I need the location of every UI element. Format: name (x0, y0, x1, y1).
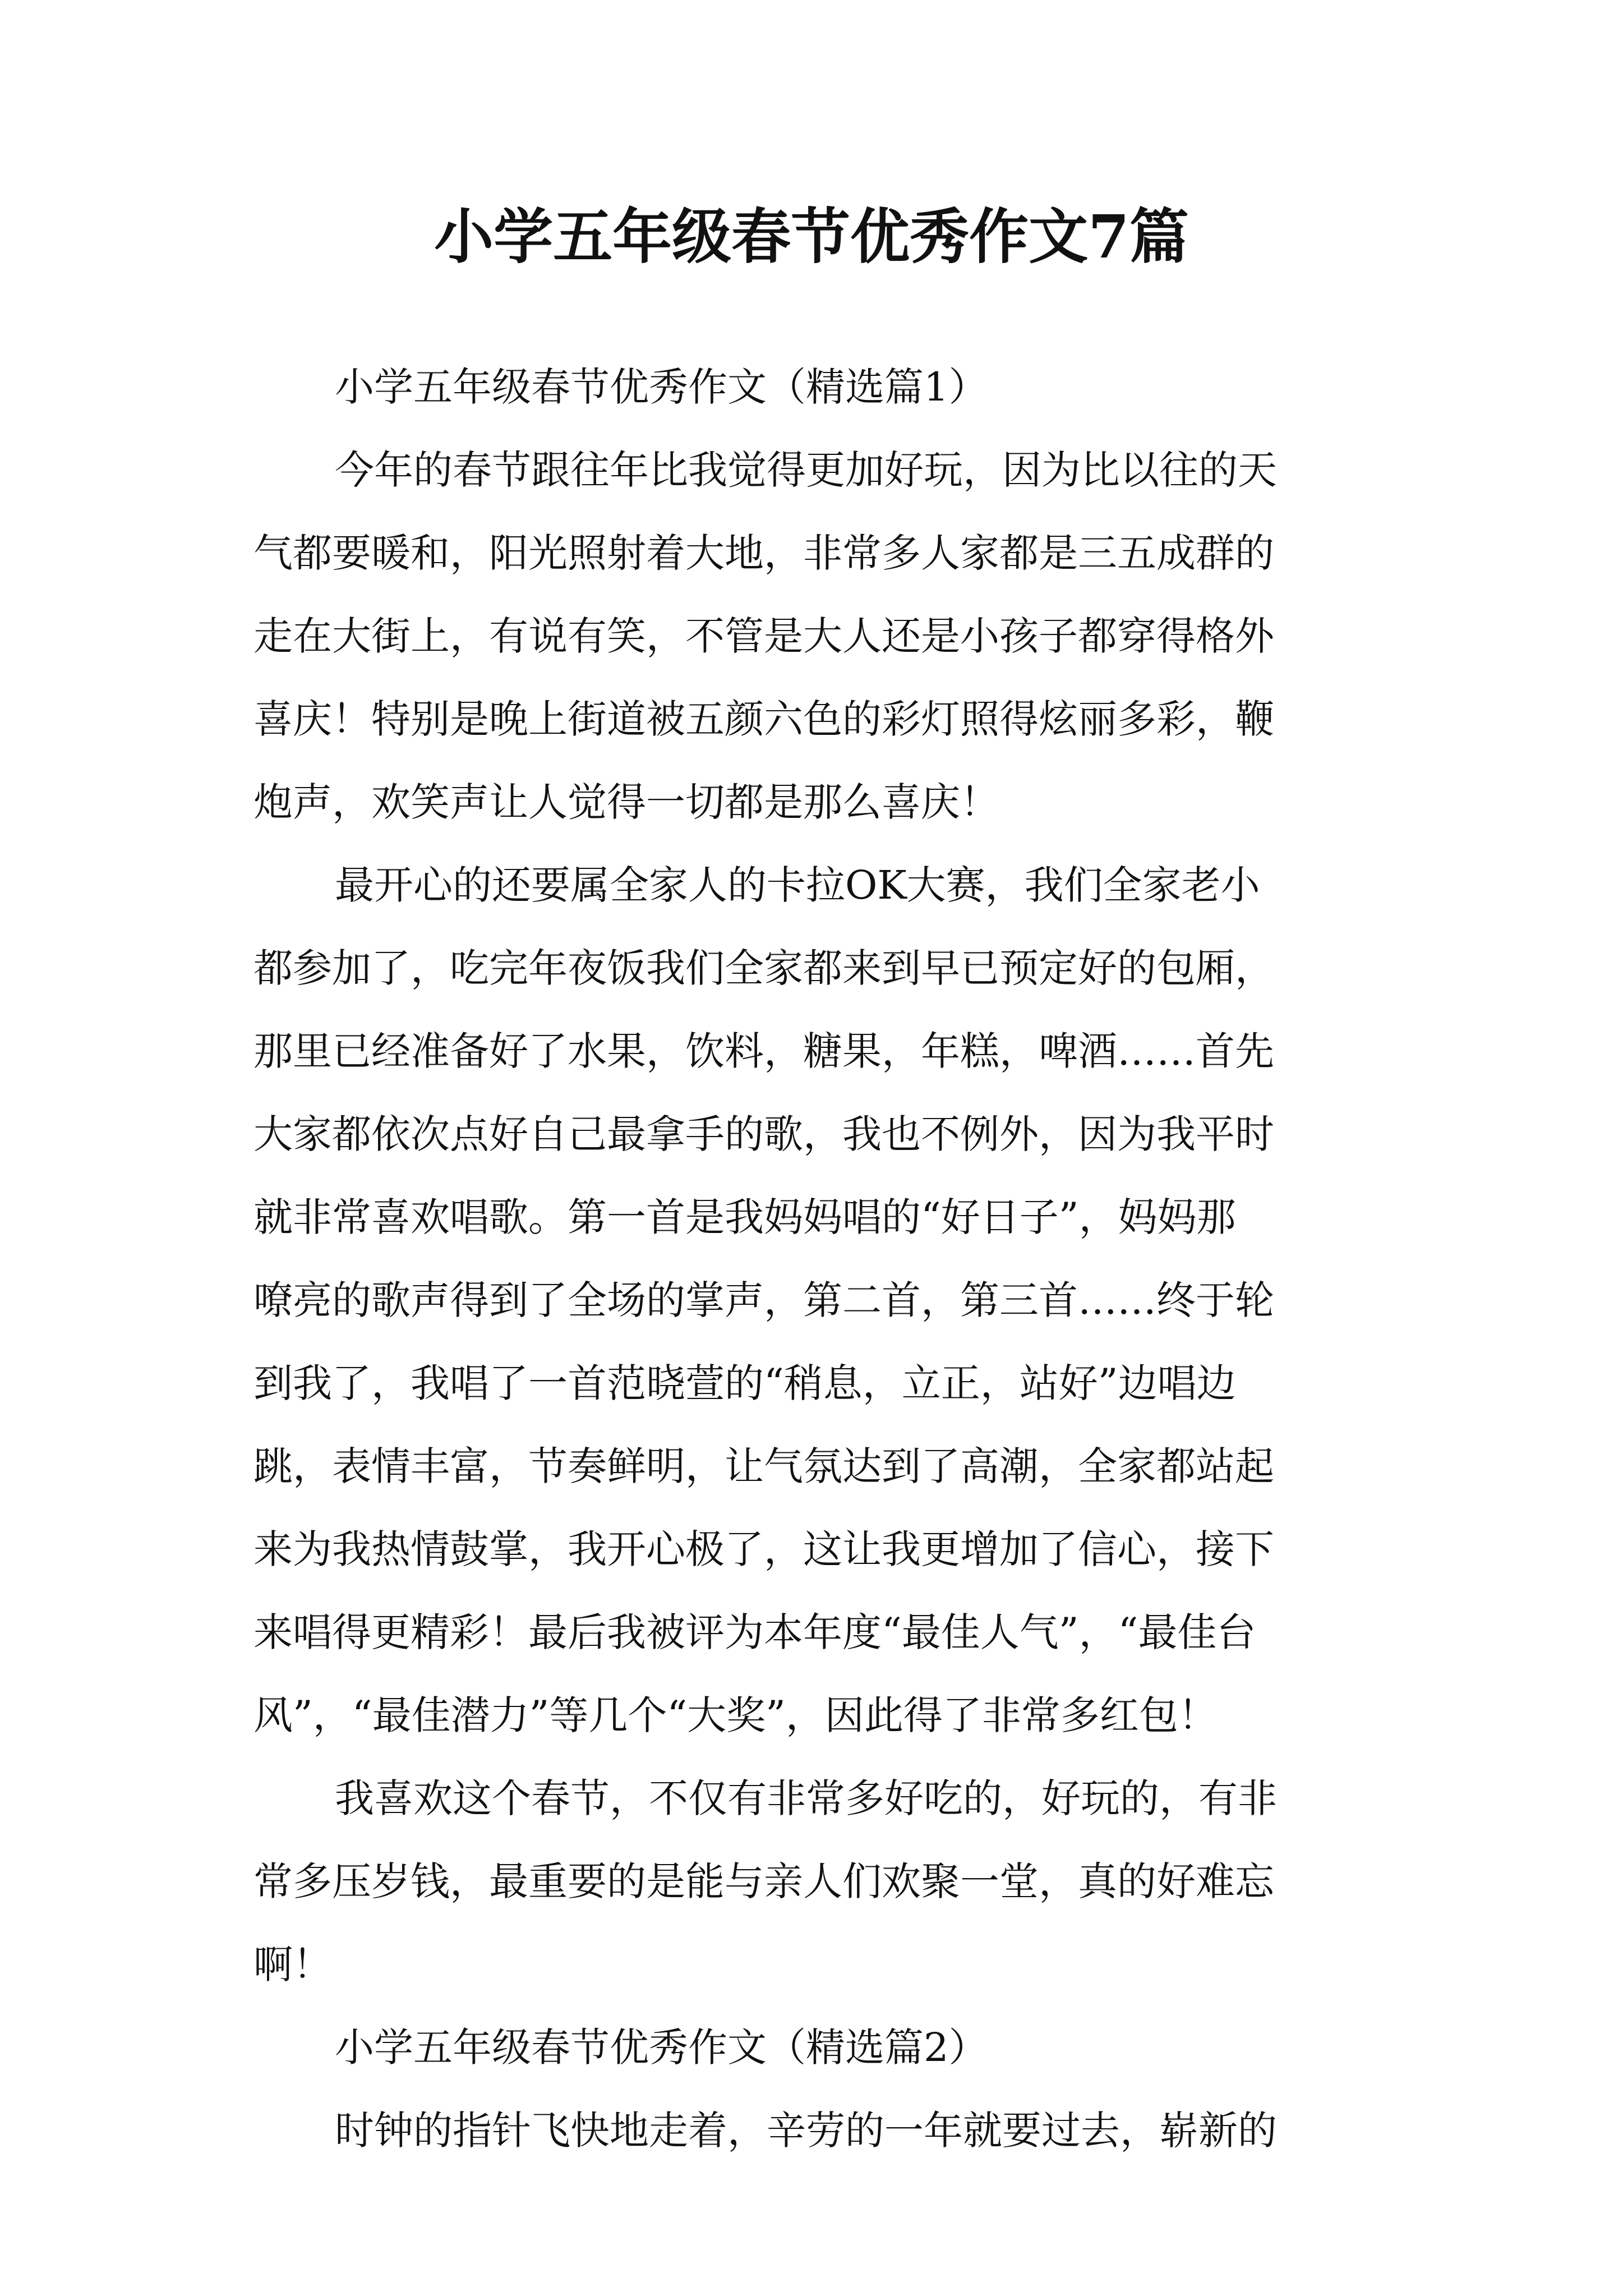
paragraph-line: 那里已经准备好了水果，饮料，糖果，年糕，啤酒……首先 (253, 1028, 1274, 1074)
paragraph-line: 时钟的指针飞快地走着，辛劳的一年就要过去，崭新的 (335, 2108, 1277, 2154)
paragraph-line: 来唱得更精彩！最后我被评为本年度“最佳人气”，“最佳台 (253, 1609, 1256, 1655)
paragraph-line: 来为我热情鼓掌，我开心极了，这让我更增加了信心，接下 (253, 1526, 1274, 1572)
document-body (253, 346, 1375, 2172)
paragraph-line: 气都要暖和，阳光照射着大地，非常多人家都是三五成群的 (253, 530, 1274, 576)
paragraph-line: 常多压岁钱，最重要的是能与亲人们欢聚一堂，真的好难忘 (253, 1858, 1274, 1904)
section-heading-2: 小学五年级春节优秀作文（精选篇2） (335, 2024, 988, 2070)
paragraph-line: 都参加了，吃完年夜饭我们全家都来到早已预定好的包厢， (253, 945, 1274, 991)
paragraph-line: 啊！ (253, 1941, 332, 1987)
paragraph-line: 风”，“最佳潜力”等几个“大奖”，因此得了非常多红包！ (253, 1692, 1218, 1738)
paragraph-line: 今年的春节跟往年比我觉得更加好玩，因为比以往的天 (335, 447, 1277, 493)
paragraph-line: 我喜欢这个春节，不仅有非常多好吃的，好玩的，有非 (335, 1775, 1277, 1821)
paragraph-line: 就非常喜欢唱歌。第一首是我妈妈唱的“好日子”，妈妈那 (253, 1194, 1236, 1240)
paragraph-line: 跳，表情丰富，节奏鲜明，让气氛达到了高潮，全家都站起 (253, 1443, 1274, 1489)
section-heading-1: 小学五年级春节优秀作文（精选篇1） (335, 364, 988, 410)
paragraph-line: 走在大街上，有说有笑，不管是大人还是小孩子都穿得格外 (253, 613, 1274, 659)
document-title: 小学五年级春节优秀作文7篇 (434, 201, 1189, 272)
paragraph-line: 到我了，我唱了一首范晓萱的“稍息，立正，站好”边唱边 (253, 1360, 1236, 1406)
paragraph-line: 炮声，欢笑声让人觉得一切都是那么喜庆！ (253, 779, 999, 825)
paragraph-line: 最开心的还要属全家人的卡拉OK大赛，我们全家老小 (335, 862, 1260, 908)
paragraph-line: 喜庆！特别是晚上街道被五颜六色的彩灯照得炫丽多彩，鞭 (253, 696, 1274, 742)
paragraph-line: 大家都依次点好自己最拿手的歌，我也不例外，因为我平时 (253, 1111, 1274, 1157)
paragraph-line: 嘹亮的歌声得到了全场的掌声，第二首，第三首……终于轮 (253, 1277, 1274, 1323)
